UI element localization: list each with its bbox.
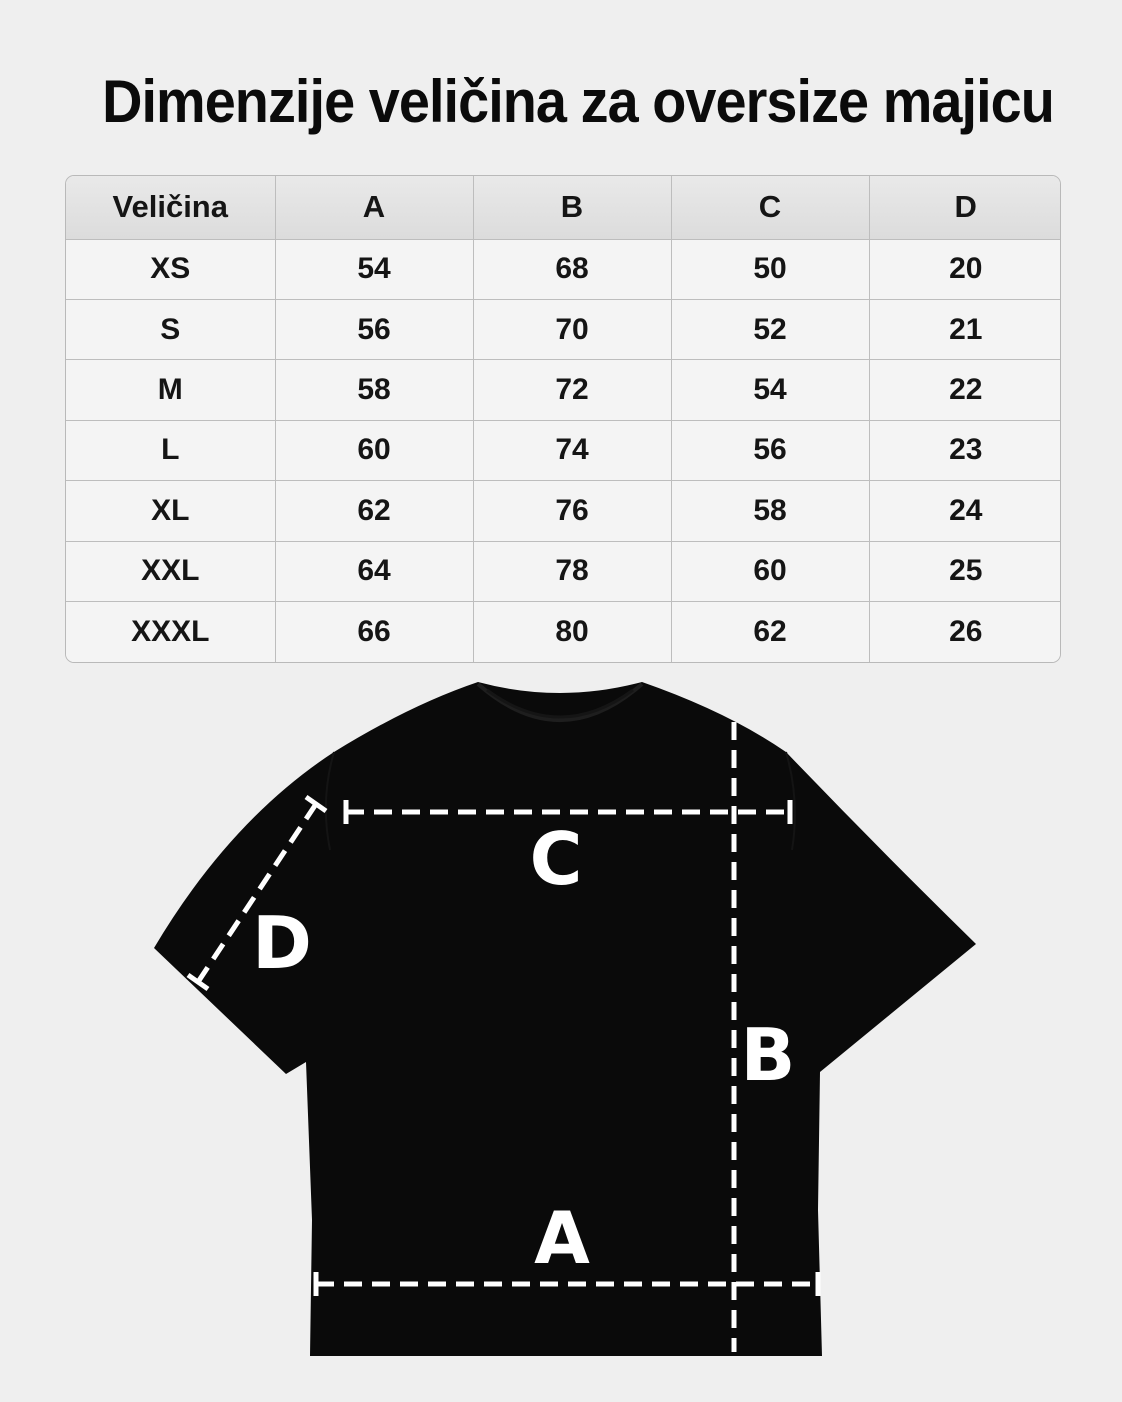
measurement-d-label: D [252,901,312,985]
table-row [66,481,1061,541]
tshirt-diagram-svg [0,660,1122,1402]
size-cell: S [66,299,275,359]
size-cell: XXL [66,541,275,601]
value-cell-a: 64 [275,541,473,601]
value-cell-b: 70 [473,299,671,359]
value-cell-c: 60 [671,541,869,601]
value-cell-c: 50 [671,239,869,299]
size-cell: M [66,360,275,420]
value-cell-c: 52 [671,299,869,359]
table-header-row [66,176,1061,239]
header-c: C [671,176,869,239]
value-cell-b: 72 [473,360,671,420]
size-chart-table [66,176,1061,662]
value-cell-a: 60 [275,420,473,480]
value-cell-d: 23 [869,420,1061,480]
value-cell-d: 20 [869,239,1061,299]
tshirt-measurement-diagram [0,660,1122,1402]
value-cell-b: 80 [473,602,671,662]
value-cell-c: 54 [671,360,869,420]
table-row [66,299,1061,359]
measurement-b-label: B [740,1013,796,1097]
table-row [66,239,1061,299]
table-row [66,541,1061,601]
table-row [66,360,1061,420]
value-cell-b: 68 [473,239,671,299]
value-cell-d: 22 [869,360,1061,420]
value-cell-d: 25 [869,541,1061,601]
value-cell-a: 66 [275,602,473,662]
value-cell-b: 78 [473,541,671,601]
page-title: Dimenzije veličina za oversize majicu [102,68,1054,135]
value-cell-c: 62 [671,602,869,662]
header-a: A [275,176,473,239]
size-chart-table-container [65,175,1061,663]
value-cell-b: 74 [473,420,671,480]
value-cell-a: 54 [275,239,473,299]
value-cell-c: 58 [671,481,869,541]
size-cell: XS [66,239,275,299]
value-cell-d: 24 [869,481,1061,541]
value-cell-a: 62 [275,481,473,541]
value-cell-d: 21 [869,299,1061,359]
value-cell-b: 76 [473,481,671,541]
size-cell: L [66,420,275,480]
measurement-a-label: A [534,1196,590,1280]
size-cell: XXXL [66,602,275,662]
header-size: Veličina [66,176,275,239]
size-cell: XL [66,481,275,541]
value-cell-d: 26 [869,602,1061,662]
header-d: D [869,176,1061,239]
value-cell-a: 58 [275,360,473,420]
header-b: B [473,176,671,239]
table-row [66,420,1061,480]
table-row [66,602,1061,662]
value-cell-c: 56 [671,420,869,480]
measurement-c-label: C [529,817,583,901]
value-cell-a: 56 [275,299,473,359]
